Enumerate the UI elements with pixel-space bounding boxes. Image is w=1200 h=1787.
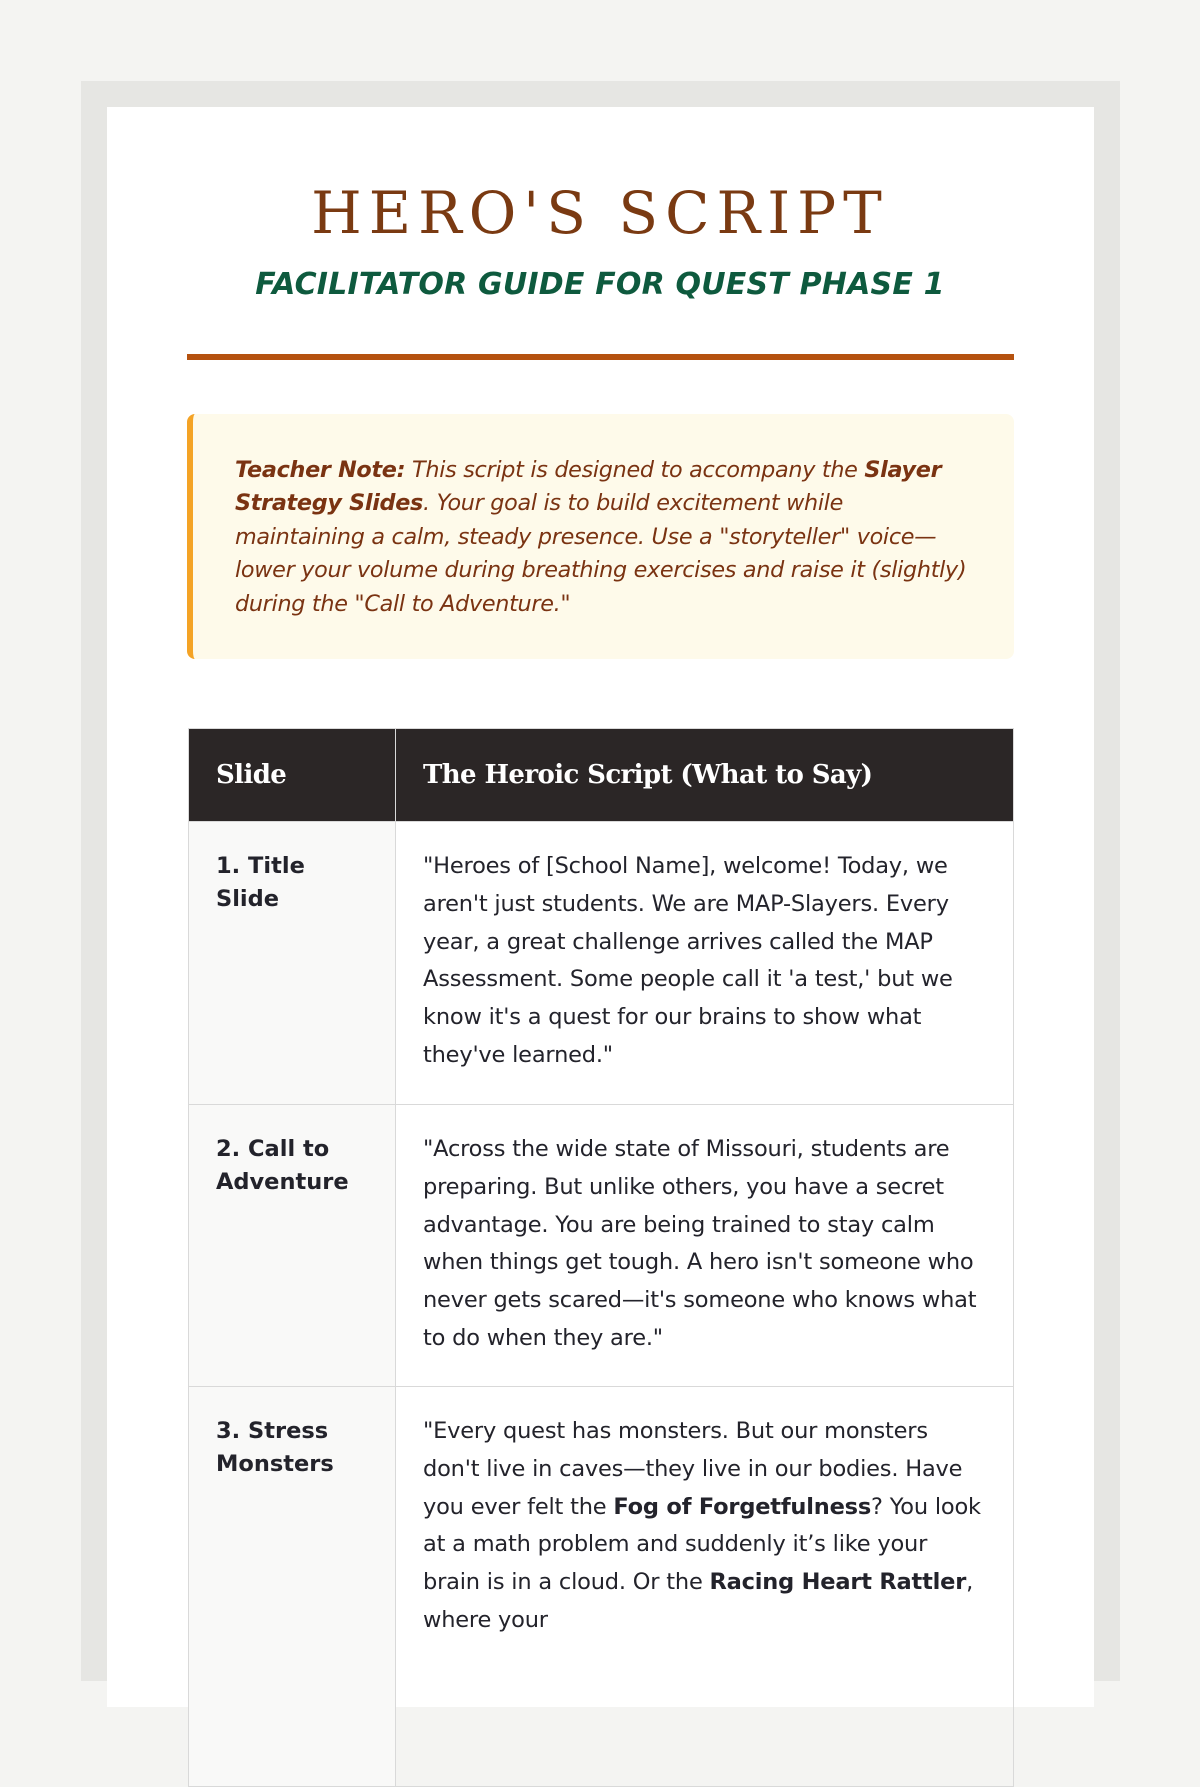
teacher-note-text-cont: . Your goal is to build excitement while maintaining a calm, steady presence. Use a "storyteller" voice—lower your volume during breathing exercises and raise it (slightly) during the "Call to Adventure." bbox=[235, 490, 967, 617]
script-text-fragment: "Every quest has monsters. But our monsters don't live in caves—they live in our bodies. Have you ever felt the bbox=[423, 1418, 963, 1520]
page-title: HERO'S SCRIPT bbox=[311, 179, 889, 247]
table-header-row bbox=[189, 729, 1014, 822]
slide-name-cell: 1. Title Slide bbox=[189, 822, 396, 1105]
script-bold-term: Racing Heart Rattler bbox=[709, 1569, 967, 1596]
script-text-cell: "Across the wide state of Missouri, students are preparing. But unlike others, you have a secret advantage. You are being trained to stay calm when things get tough. A hero isn't someone who never gets scared—it's someone who knows what to do when they are." bbox=[396, 1105, 1014, 1387]
title-divider bbox=[187, 354, 1014, 360]
teacher-note-callout bbox=[187, 414, 1014, 659]
script-text-cell bbox=[396, 1387, 1014, 1787]
script-text-fragment: , where your bbox=[423, 1569, 974, 1633]
script-table bbox=[188, 728, 1014, 1787]
table-row bbox=[189, 1387, 1014, 1787]
script-text-cell: "Heroes of [School Name], welcome! Today, we aren't just students. We are MAP-Slayers. Every year, a great challenge arrives called the MAP Assessment. Some people call it 'a test,' but we know it's a quest for our brains to show what they've learned." bbox=[396, 822, 1014, 1105]
teacher-note-label: Teacher Note: bbox=[235, 457, 406, 483]
teacher-note-emphasis: Slayer Strategy Slides bbox=[235, 457, 942, 517]
script-bold-term: Fog of Forgetfulness bbox=[613, 1493, 872, 1520]
teacher-note-text: This script is designed to accompany the bbox=[405, 457, 865, 483]
table-row bbox=[189, 822, 1014, 1105]
column-header-script: The Heroic Script (What to Say) bbox=[396, 729, 1014, 822]
slide-name-cell: 2. Call to Adventure bbox=[189, 1105, 396, 1387]
table-row bbox=[189, 1105, 1014, 1387]
script-text-fragment: ? You look at a math problem and suddenly it’s like your brain is in a cloud. Or the bbox=[423, 1493, 981, 1596]
column-header-slide: Slide bbox=[189, 729, 396, 822]
page-subtitle: FACILITATOR GUIDE FOR QUEST PHASE 1 bbox=[255, 267, 945, 302]
slide-name-cell: 3. Stress Monsters bbox=[189, 1387, 396, 1787]
